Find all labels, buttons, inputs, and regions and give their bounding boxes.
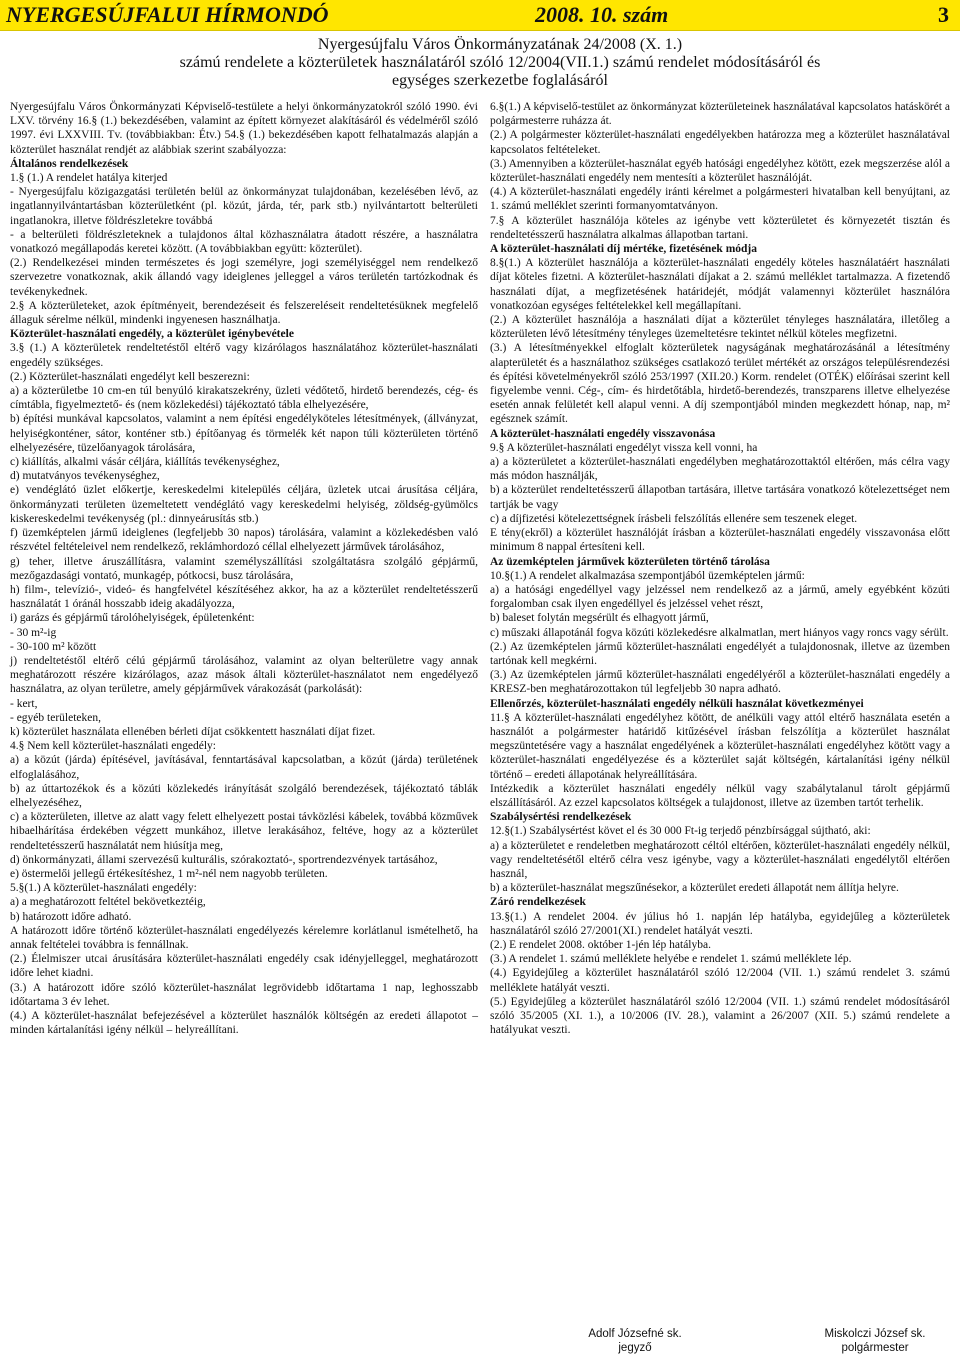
paragraph: c) a díjfizetési kötelezettségnek írásbeli felszólítás ellenére sem teszenek eleget. <box>490 512 858 525</box>
paragraph: 12.§(1.) Szabálysértést követ el és 30 000 Ft-ig terjedő pénzbírsággal sújtható, aki: <box>490 825 871 838</box>
paragraph: 9.§ A közterület-használati engedélyt vissza kell vonni, ha <box>490 441 758 454</box>
paragraph: Intézkedik a közterület használati engedély nélkül vagy szabálytalanul tárolt gépjármű elszállításáról. Az ezzel kapcsolatos költségek a tulajdonost, illetve az üzemben tartót terhelik. <box>490 782 950 809</box>
paragraph: a) a meghatározott feltétel bekövetkeztéig, <box>10 896 206 909</box>
section-heading: Záró rendelkezések <box>490 896 586 909</box>
paragraph: E tény(ekről) a közterület használóját írásban a közterület-használati engedély visszavonása előtt minimum 8 nappal értesíteni kell. <box>490 527 950 554</box>
title-line-1: Nyergesújfalu Város Önkormányzatának 24/2008 (X. 1.) <box>317 36 683 53</box>
section-heading: Közterület-használati engedély, a közterület igénybevétele <box>10 328 294 341</box>
paragraph: (2.) A polgármester közterület-használati engedélyekben határozza meg a közterület használatával kapcsolatos feltételeket. <box>490 129 950 156</box>
paragraph: b) a közterület rendeltetésszerű állapotban tartására, illetve tartására vonatkozó kötelezettséget nem tartják be vagy <box>490 484 950 511</box>
paragraph: e) östermelői jellegű értékesítéshez, 1 m²-nél nem nagyobb területen. <box>10 867 328 880</box>
paragraph: b) építési munkával kapcsolatos, valamint a nem építési engedélyköteles létesítmények, (állványzat, helyiségkonténer, sátor, konténer stb.) építőanyag és törmelék két napon túli közterületen történő elhelyezésére, tüzelőanyagok tárolására, <box>10 413 478 454</box>
paragraph: (3.) Amennyiben a közterület-használat egyéb hatósági engedélyhez kötött, ezek megszerzése alól a közterület-használati engedély nem mentesíti a közterület használóját. <box>490 157 950 185</box>
signature-left-role: jegyző <box>618 1342 652 1354</box>
signature-left-name: Adolf Józsefné sk. <box>588 1328 682 1340</box>
paragraph: - kert, <box>10 697 38 710</box>
paragraph: (5.) Egyidejűleg a közterület használatáról szóló 12/2004 (VII. 1.) számú rendelet módosításáról szóló 35/2005 (XI. 1.), a 10/2006 (IV. 28.), valamint a 26/2007 (XII. 5.) számú rendelete a hatályukat veszti. <box>490 995 950 1037</box>
paragraph: c) kiállítás, alkalmi vásár céljára, kiállítás tevékenységhez, <box>10 456 280 469</box>
masthead-bar <box>0 0 960 31</box>
paragraph: (4.) A közterület-használat befejezésével a közterület használók költségén az eredeti állapotot – minden kártalanítási igény nélkül – helyreállítani. <box>10 1010 478 1037</box>
paragraph: (4.) A közterület-használati engedély iránti kérelmet a polgármesteri hivatalban kell benyújtani, az 1. számú melléklet szerinti formanyomtatványon. <box>490 186 950 213</box>
paragraph: k) közterület használata ellenében bérleti díjat csökkentett használati díjat fizet. <box>10 725 376 738</box>
signature-right-name: Miskolczi József sk. <box>824 1328 926 1340</box>
paragraph: 6.§(1.) A képviselő-testület az önkormányzat közterületeinek használatával kapcsolatos hatáskörét a polgármesterre ruházza át. <box>490 101 950 128</box>
paragraph: (2.) A közterület használója a használati díjat a közterület tényleges használatára, illetőleg a közterületen lévő létesítmény tényleges üzemeltetésre tekintet nélkül köteles megfizetni. <box>490 314 950 341</box>
paragraph: (2.) Közterület-használati engedélyt kell beszerezni: <box>10 370 250 383</box>
paragraph: a) a közterületet e rendeletben meghatározott céltól eltérően, közterület-használati engedély nélkül, vagy rendeltetésétől eltérő célra vesz igénybe, vagy a közterület-használati engedélytől eltérően használ, <box>490 839 950 880</box>
section-heading: A közterület-használati díj mértéke, fizetésének módja <box>490 243 757 256</box>
paragraph: a) a közút (járda) építésével, javításával, fenntartásával kapcsolatban, a közút (járda) területének elfoglalásához, <box>10 754 478 781</box>
page-number: 3 <box>938 2 949 27</box>
paragraph: (2.) Élelmiszer utcai árusítására közterület-használati engedély csak idényjelleggel, meghatározott időre lehet kiadni. <box>10 953 478 980</box>
paragraph: a) a közterületbe 10 cm-en túl benyúló kirakatszekrény, üzleti védőtető, hirdető berendezés, cég- és címtábla, figyelmeztető- és (nem közlekedési) tájékoztató tábla elhelyezésére, <box>10 385 478 412</box>
title-line-2: számú rendelete a közterületek használatáról szóló 12/2004(VII.1.) számú rendelet módosításáról és <box>179 54 821 71</box>
paragraph: (3.) A határozott időre szóló közterület-használat legrövidebb időtartama 1 nap, leghosszabb időtartama 3 év lehet. <box>10 981 478 1008</box>
signature-left <box>560 1327 710 1355</box>
paragraph: b) az úttartozékok és a közúti közlekedés irányítását szolgáló berendezések, tájékoztató táblák elhelyezéséhez, <box>10 782 478 809</box>
paragraph: - Nyergesújfalu közigazgatási területén belül az önkormányzat tulajdonában, kezelésében lévő, az ingatlannyilvántartásban közterületként (pl. közút, járda, tér, park stb.) nyilvántartott belterületi ingatlanokra, illetve földrészletekre továbbá <box>10 186 478 227</box>
signature-right <box>800 1327 950 1355</box>
section-heading: Az üzemképtelen járművek közterületen történő tárolása <box>490 555 770 568</box>
paragraph: - 30-100 m² között <box>10 640 97 653</box>
title-line-3: egységes szerkezetbe foglalásáról <box>392 72 608 89</box>
paragraph: (3.) Az üzemképtelen jármű közterület-használati engedélyéről a közterület-használati engedély a KRESZ-ben meghatározottakon túl legfeljebb 30 napra adható. <box>490 669 950 696</box>
paragraph: 5.§(1.) A közterület-használati engedély: <box>10 882 197 895</box>
paragraph: j) rendeltetéstől eltérő célú gépjármű tárolásához, valamint az olyan belterületre vagy annak meghatározott részére kizárólagos, azaz mások általi közterület-használatot nem engedélyező használatra, az olyan területre, amely gépjárművek várakozását (parkolását): <box>10 654 478 696</box>
paragraph: 11.§ A közterület-használati engedélyhez kötött, de anélküli vagy attól eltérő használata esetén a használót a polgármester határidő kitűzésével írásban felszólítja a közterület használat megszüntetésére vagy a használat engedélyének a közterület-használati engedélyhez kötött vagy a közterület-használati engedélyezése és a közterület saját költségén, kártalanítási igény nélkül történő – eredeti állapotának helyreállítására. <box>490 711 950 781</box>
paragraph: A határozott időre történő közterület-használati engedélyezés kérelemre korlátlanul ismételhető, ha annak feltételei továbbra is fennállnak. <box>10 924 478 951</box>
section-heading: Ellenőrzés, közterület-használati engedély nélküli használat következményei <box>490 697 864 710</box>
paragraph: (2.) Az üzemképtelen jármű közterület-használati engedélyét a tulajdonosnak, illetve az üzemben tartónak kell megkérni. <box>490 640 950 667</box>
paragraph: 1.§ (1.) A rendelet hatálya kiterjed <box>10 172 168 185</box>
paragraph: Nyergesújfalu Város Önkormányzati Képviselő-testülete a helyi önkormányzatokról szóló 1990. évi LXV. törvény 16.§ (1.) bekezdésében, valamint az épített környezet alakításáról és védelméről szóló 1997. évi LXXVIII. Tv. (továbbiakban: Étv.) 54.§ (1.) bekezdésében kapott felhatalmazás alapján a közterület használat rendjét az alábbiak szerint szabályozza: <box>10 101 478 156</box>
paragraph: b) határozott időre adható. <box>10 910 132 923</box>
paragraph: f) üzemképtelen jármű ideiglenes (legfeljebb 30 napos) tárolására, valamint a közlekedésben való részvétel feltételeivel nem rendelkező, reklámhordozó céllal elhelyezett járművek tárolásához, <box>10 527 478 554</box>
paragraph: c) a közterületen, illetve az alatt vagy felett elhelyezett postai távközlési kábelek, továbbá közművek hibaelhárítása érdekében végzett munkához, illetve lerakásához, feltéve, hogy az a közterület rendeltetésszerű használatát nem hiúsítja meg, <box>10 811 478 852</box>
signature-right-role: polgármester <box>841 1342 909 1354</box>
paragraph: - 30 m²-ig <box>10 626 57 639</box>
paragraph: (2.) Rendelkezései minden természetes és jogi személyre, jogi személyiséggel nem rendelkező szervezetre vonatkoznak, akik állandó vagy ideiglenes jelleggel a város területén tartózkodnak és tevékenykednek. <box>10 257 478 298</box>
right-column <box>490 100 950 1037</box>
paragraph: 13.§(1.) A rendelet 2004. év július hó 1. napján lép hatályba, egyidejűleg a közterületek használatáról szóló 27/2001(XI.) rendelet hatályát veszti. <box>490 910 950 937</box>
section-heading: Szabálysértési rendelkezések <box>490 811 632 824</box>
section-heading: Általános rendelkezések <box>10 157 129 170</box>
paragraph: - egyéb területeken, <box>10 711 101 724</box>
paragraph: (3.) A rendelet 1. számú melléklete helyébe e rendelet 1. számú melléklete lép. <box>490 953 852 966</box>
paragraph: g) teher, illetve áruszállításra, valamint személyszállítási szolgáltatásra szolgáló gépjármű, mezőgazdasági vontató, munkagép, pótkocsi, busz tárolására, <box>10 555 478 582</box>
paragraph: (4.) Egyidejűleg a közterület használatáról szóló 12/2004 (VII. 1.) számú rendelet 3. számú melléklete hatályát veszti. <box>490 967 950 994</box>
paragraph: a) a közterületet a közterület-használati engedélyben meghatározottaktól eltérően, más célra vagy más módon használják, <box>490 456 950 483</box>
paragraph: c) műszaki állapotánál fogva közúti közlekedésre alkalmatlan, mert hiányos vagy roncs vagy sérült. <box>490 626 949 639</box>
paragraph: 10.§(1.) A rendelet alkalmazása szempontjából üzemképtelen jármű: <box>490 569 805 582</box>
paragraph: (3.) A létesítményekkel elfoglalt közterületek nagyságának meghatározásánál a létesítmény alapterületét és a használathoz szükséges csatlakozó terület mértékét az országos településrendezési és építési követelményekről szóló 253/1997 (XII.20.) Korm. rendelet (OTÉK) előírásai szerint kell figyelembe venni. Cég-, cím- és hirdetőtábla, hirdető-berendezés, transzparens illetve elhelyezése esetén annak felületét kell alapul venni. A díj szempontjából minden megkezdett hónap, nap, m² egésznek számít. <box>490 342 950 426</box>
paragraph: b) a közterület-használat megszűnésekor, a közterület eredeti állapotát nem állítja helyre. <box>490 882 899 895</box>
paragraph: 8.§(1.) A közterület használója a közterület-használati engedély köteles használatáért használati díjat köteles fizetni. A közterület-használati díjakat a 2. számú melléklet tartalmazza. A fizetendő használati díjat, a megfizetésének határidejét, módját valamennyi közterület használóra vonatkozóan egységes feltételekkel kell megállapítani. <box>490 257 950 312</box>
paragraph: 2.§ A közterületeket, azok építményeit, berendezéseit és felszereléseit rendeltetésüknek megfelelő állaguk sérelme nélkül, mindenki ingyenesen használhatja. <box>10 299 478 327</box>
paragraph: i) garázs és gépjármű tárolóhelyiségek, épületenként: <box>10 612 255 625</box>
issue-number: 2008. 10. szám <box>535 2 669 27</box>
paragraph: h) film-, televízió-, videó- és hangfelvétel készítéséhez akkor, ha az a közterület rendeltetésszerű használatát 1 óránál hosszabb ideig akadályozza, <box>10 583 478 611</box>
paragraph: d) mutatványos tevékenységhez, <box>10 470 160 483</box>
paragraph: (2.) E rendelet 2008. október 1-jén lép hatályba. <box>490 938 711 951</box>
section-heading: A közterület-használati engedély visszavonása <box>490 427 716 440</box>
publication-name: NYERGESÚJFALUI HÍRMONDÓ <box>6 2 329 27</box>
paragraph: - a belterületi földrészleteknek a tulajdonos által közhasználatra átadott részére, a használatra vonatkozó megállapodás keretei között. (A továbbiakban együtt: közterület). <box>10 228 478 256</box>
paragraph: 3.§ (1.) A közterületek rendeltetéstől eltérő vagy kizárólagos használatához közterület-használati engedély szükséges. <box>10 342 478 369</box>
paragraph: 7.§ A közterület használója köteles az igénybe vett közterületet és környezetét tisztán és rendeltetésszerű használatra alkalmas állapotban tartani. <box>490 214 950 241</box>
left-column <box>10 100 478 1037</box>
paragraph: b) baleset folytán megsérült és elhagyott jármű, <box>490 612 709 625</box>
paragraph: e) vendéglátó üzlet előkertje, kereskedelmi kitelepülés céljára, üzletek utcai árusítása céljára, önkormányzati területen üzemeltetett vendéglátó vagy kereskedelmi helyiség, zöldség-gyümölcs kiskereskedelmi tevékenység (pl.: dinnyeárusítás stb.) <box>10 484 478 525</box>
paragraph: a) a hatósági engedéllyel vagy jelzéssel nem rendelkező az a jármű, amely egyébként közúti forgalomban csak ilyen engedéllyel és jelzéssel vehet részt, <box>490 583 950 611</box>
paragraph: 4.§ Nem kell közterület-használati engedély: <box>10 740 216 753</box>
paragraph: d) önkormányzati, állami szervezésű kulturális, szórakoztató-, sportrendezvények tartásához, <box>10 853 438 866</box>
